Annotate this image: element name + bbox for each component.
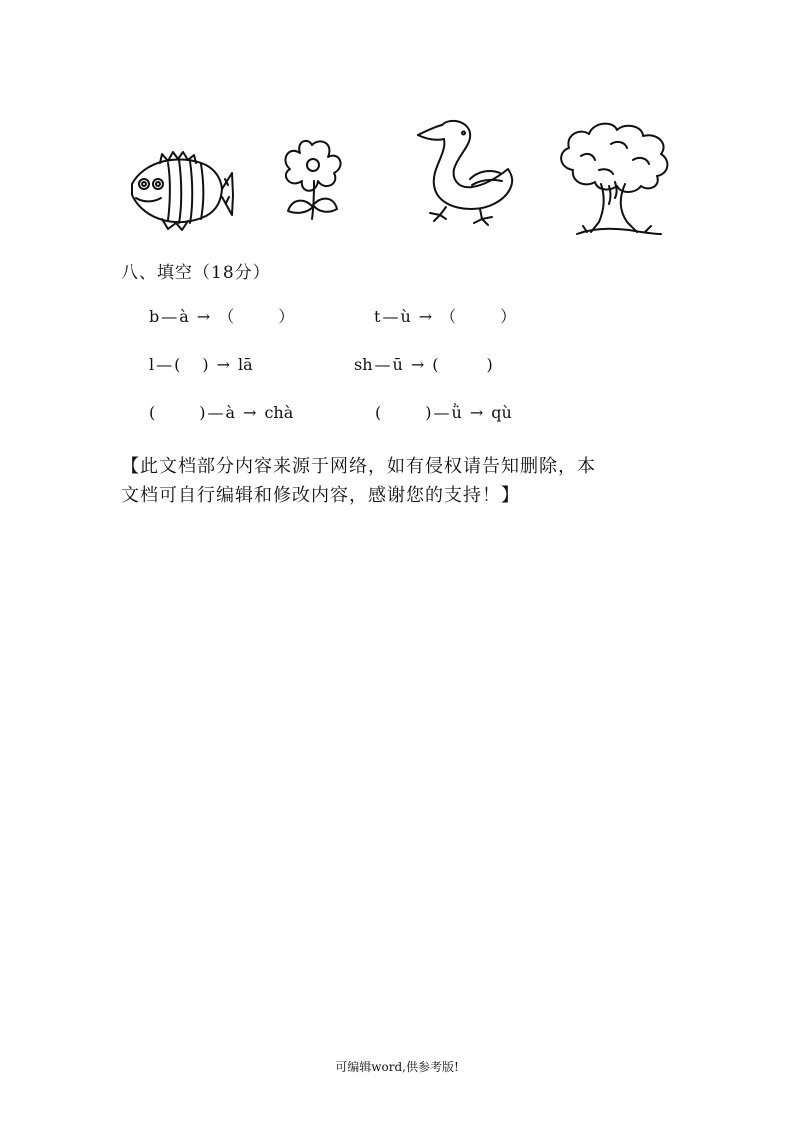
answer-close-paren: ) (202, 355, 209, 374)
arrow-icon: → (196, 307, 211, 326)
fish-icon (124, 151, 236, 233)
duck-drawing (416, 119, 520, 229)
answer-close-paren: ) (486, 355, 493, 374)
pinyin-initial: l (149, 355, 155, 374)
answer-open-paren: ( (375, 403, 382, 422)
pinyin-final: ū (392, 355, 403, 374)
page-footer: 可编辑word,供参考版! (335, 1060, 459, 1074)
pinyin-initial: sh (354, 355, 373, 374)
duck-icon (416, 119, 520, 229)
answer-close-paren: ) (425, 403, 432, 422)
arrow-icon: → (216, 355, 231, 374)
answer-open-paren: （ (440, 307, 457, 326)
exercise-item-qu (375, 401, 512, 425)
answer-open-paren: （ (218, 307, 235, 326)
exercise-item-la (149, 353, 253, 377)
arrow-icon: → (418, 307, 433, 326)
pinyin-result: qù (491, 403, 512, 422)
tree-icon (553, 122, 673, 236)
exercise-row-2 (149, 353, 569, 377)
pinyin-initial: t (374, 307, 381, 326)
arrow-icon: → (469, 403, 484, 422)
exercise-row-3 (149, 401, 569, 425)
flower-drawing (280, 139, 344, 221)
dash: — (433, 403, 450, 422)
arrow-icon: → (243, 403, 257, 422)
pinyin-result: chà (264, 403, 294, 422)
answer-close-paren: ） (500, 307, 517, 326)
pinyin-final: à (225, 403, 236, 422)
exercise-row-1 (149, 305, 569, 329)
exercise-item-cha (149, 401, 293, 425)
copyright-notice-line-2: 文档可自行编辑和修改内容，感谢您的支持！】 (121, 485, 520, 506)
tree-drawing (553, 122, 673, 236)
dash: — (156, 355, 173, 374)
exercise-item-ba (149, 305, 294, 329)
arrow-icon: → (410, 355, 425, 374)
exercise-item-tu (374, 305, 516, 329)
pinyin-final: à (179, 307, 189, 326)
flower-icon (280, 139, 344, 221)
dash: — (382, 307, 399, 326)
dash: — (161, 307, 178, 326)
pinyin-result: lā (238, 355, 253, 374)
answer-open-paren: ( (149, 403, 156, 422)
copyright-notice-line-1: 【此文档部分内容来源于网络，如有侵权请告知删除，本 (121, 456, 596, 477)
copyright-notice (121, 452, 666, 510)
answer-open-paren: ( (432, 355, 439, 374)
dash: — (374, 355, 391, 374)
fish-drawing (124, 151, 236, 233)
answer-close-paren: ） (278, 307, 295, 326)
pinyin-initial: b (149, 307, 160, 326)
answer-close-paren: ) (199, 403, 206, 422)
answer-open-paren: ( (174, 355, 181, 374)
section-heading: 八、填空（18分） (121, 263, 271, 283)
exercise-item-shu (354, 353, 493, 377)
pinyin-final: ǜ (451, 403, 462, 422)
pinyin-final: ù (400, 307, 411, 326)
dash: — (207, 403, 224, 422)
